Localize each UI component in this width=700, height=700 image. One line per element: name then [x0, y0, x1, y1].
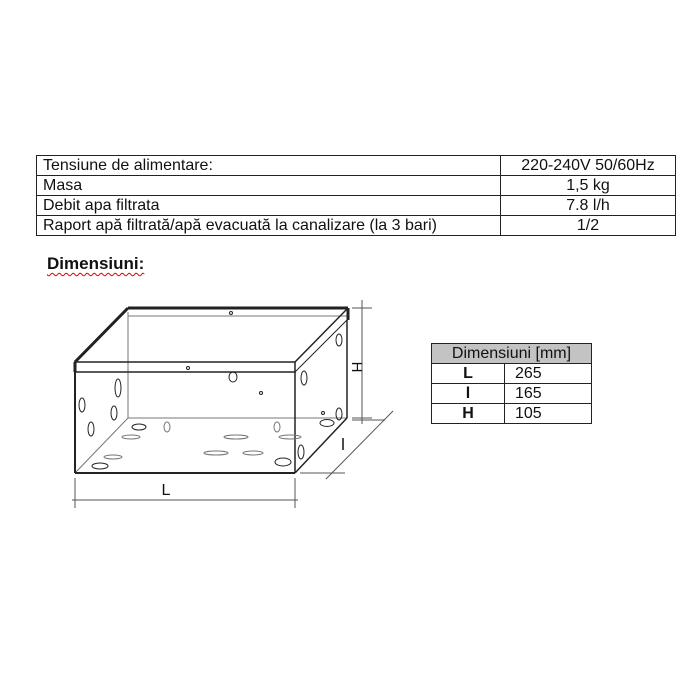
dimension-value: 105: [505, 404, 592, 424]
dimensions-table: [431, 343, 592, 424]
dimension-key: l: [432, 384, 505, 404]
spec-value: 7.8 l/h: [501, 196, 676, 216]
dimension-key: L: [432, 364, 505, 384]
spec-label: Masa: [37, 176, 501, 196]
spec-value: 1,5 kg: [501, 176, 676, 196]
dimension-value: 165: [505, 384, 592, 404]
table-row: [432, 404, 592, 424]
dimension-key: H: [432, 404, 505, 424]
length-label: L: [161, 482, 171, 499]
spec-label: Tensiune de alimentare:: [37, 156, 501, 176]
spec-value: 1/2: [501, 216, 676, 236]
spec-label: Raport apă filtrată/apă evacuată la canalizare (la 3 bari): [37, 216, 501, 236]
height-label: H: [348, 361, 365, 373]
spec-label: Debit apa filtrata: [37, 196, 501, 216]
table-header-row: [432, 344, 592, 364]
table-row: [432, 384, 592, 404]
dimension-value: 265: [505, 364, 592, 384]
dimensions-heading: Dimensiuni:: [47, 254, 145, 273]
table-row: [432, 364, 592, 384]
dimensions-table-header: Dimensiuni [mm]: [432, 344, 592, 364]
spec-value: 220-240V 50/60Hz: [501, 156, 676, 176]
width-label: l: [341, 435, 345, 454]
